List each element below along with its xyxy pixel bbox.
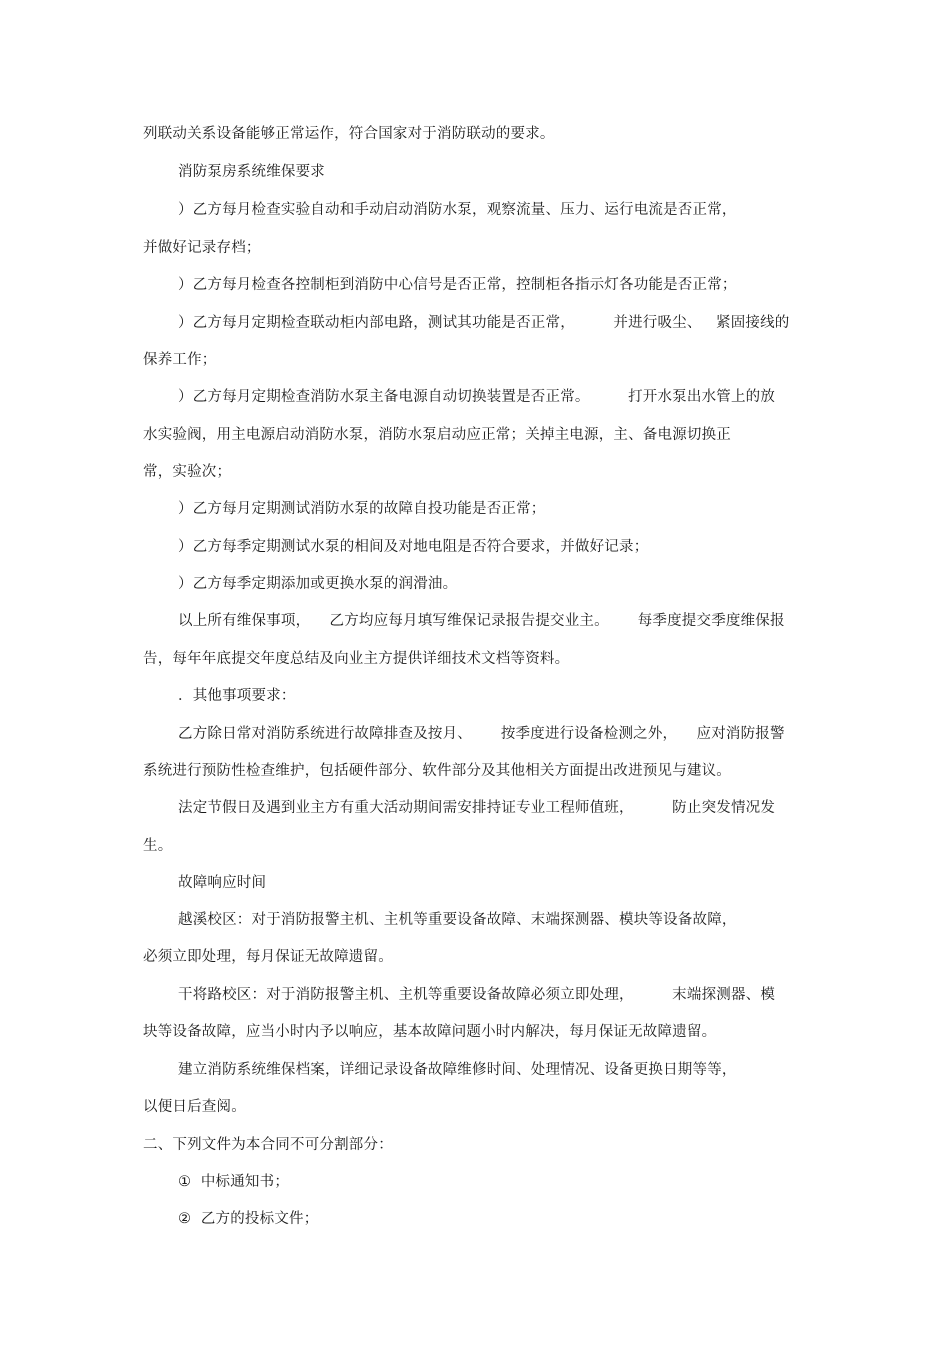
text-line: 并做好记录存档； bbox=[143, 240, 261, 256]
text-line: 生。 bbox=[143, 838, 173, 854]
text-line: 以便日后查阅。 bbox=[143, 1099, 246, 1115]
text-line: 常，实验次； bbox=[143, 464, 232, 480]
text-line: 必须立即处理，每月保证无故障遗留。 bbox=[143, 949, 393, 965]
text-line: 告，每年年底提交年度总结及向业主方提供详细技术文档等资料。 bbox=[143, 651, 570, 667]
text-line: 列联动关系设备能够正常运作，符合国家对于消防联动的要求。 bbox=[143, 126, 555, 142]
section-heading: 故障响应时间 bbox=[178, 875, 267, 891]
text-line: 法定节假日及遇到业主方有重大活动期间需安排持证专业工程师值班， 防止突发情况发 bbox=[178, 800, 776, 816]
section-heading: ．其他事项要求： bbox=[178, 688, 296, 704]
text-line: 保养工作； bbox=[143, 352, 217, 368]
text-line: ）乙方每月定期检查联动柜内部电路，测试其功能是否正常， 并进行吸尘、 紧固接线的 bbox=[178, 315, 790, 331]
list-item: ① 中标通知书； bbox=[178, 1174, 290, 1190]
list-item: ② 乙方的投标文件； bbox=[178, 1211, 319, 1227]
section-heading: 二、下列文件为本合同不可分割部分： bbox=[143, 1137, 393, 1153]
text-line: ）乙方每月定期测试消防水泵的故障自投功能是否正常； bbox=[178, 501, 546, 517]
text-line: ）乙方每季定期添加或更换水泵的润滑油。 bbox=[178, 576, 458, 592]
text-line: 乙方除日常对消防系统进行故障排查及按月、 按季度进行设备检测之外， 应对消防报警 bbox=[178, 726, 785, 742]
text-line: ）乙方每月检查各控制柜到消防中心信号是否正常，控制柜各指示灯各功能是否正常； bbox=[178, 277, 737, 293]
text-line: 以上所有维保事项， 乙方均应每月填写维保记录报告提交业主。 每季度提交季度维保报 bbox=[178, 613, 785, 629]
text-line: 越溪校区：对于消防报警主机、主机等重要设备故障、末端探测器、模块等设备故障， bbox=[178, 912, 737, 928]
text-line: 干将路校区：对于消防报警主机、主机等重要设备故障必须立即处理， 末端探测器、模 bbox=[178, 987, 776, 1003]
text-line: 建立消防系统维保档案，详细记录设备故障维修时间、处理情况、设备更换日期等等， bbox=[178, 1062, 737, 1078]
text-line: 块等设备故障，应当小时内予以响应，基本故障问题小时内解决，每月保证无故障遗留。 bbox=[143, 1024, 717, 1040]
text-line: ）乙方每月定期检查消防水泵主备电源自动切换装置是否正常。 打开水泵出水管上的放 bbox=[178, 389, 776, 405]
text-line: ）乙方每月检查实验自动和手动启动消防水泵，观察流量、压力、运行电流是否正常， bbox=[178, 202, 737, 218]
text-line: 系统进行预防性检查维护，包括硬件部分、软件部分及其他相关方面提出改进预见与建议。 bbox=[143, 763, 731, 779]
section-heading: 消防泵房系统维保要求 bbox=[178, 164, 325, 180]
text-line: ）乙方每季定期测试水泵的相间及对地电阻是否符合要求，并做好记录； bbox=[178, 539, 649, 555]
text-line: 水实验阀，用主电源启动消防水泵，消防水泵启动应正常；关掉主电源，主、备电源切换正 bbox=[143, 427, 731, 443]
